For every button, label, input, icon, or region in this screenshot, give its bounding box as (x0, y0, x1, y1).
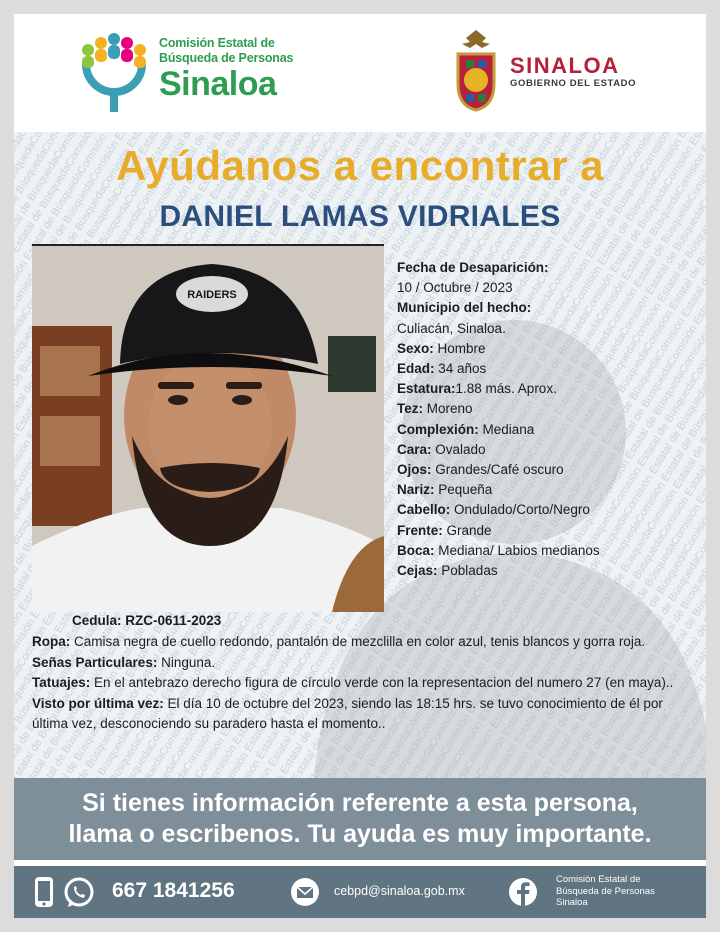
visto-paragraph: Visto por última vez: El día 10 de octubre del 2023, siendo las 18:15 hrs. se tuvo conocimiento de él por última vez, desconociendo su paradero hasta el momento.. (32, 695, 663, 731)
gov-title: SINALOA (510, 53, 620, 78)
footer-org-name: Comisión Estatal de Búsqueda de Personas Sinaloa (556, 874, 655, 908)
cedula-id: Cedula: RZC-0611-2023 (72, 613, 222, 628)
detail-row: Municipio del hecho: (397, 300, 532, 316)
contact-footer (14, 866, 706, 918)
poster-header (14, 14, 706, 132)
tatuajes-paragraph: Tatuajes: En el antebrazo derecho figura de círculo verde con la representacion del numero 27 (en maya).. (32, 675, 674, 690)
contact-email[interactable]: cebpd@sinaloa.gob.mx (334, 884, 465, 898)
detail-row: Cejas: Pobladas (397, 563, 498, 579)
call-line2: llama o escribenos. Tu ayuda es muy importante. (68, 820, 652, 848)
cebp-logo-icon (74, 30, 154, 112)
contact-phone[interactable]: 667 1841256 (112, 879, 235, 902)
detail-row: Complexión: Mediana (397, 421, 535, 437)
detail-row: 10 / Octubre / 2023 (397, 280, 513, 296)
detail-row: Fecha de Desaparición: (397, 260, 549, 275)
poster-headline: Ayúdanos a encontrar a (116, 142, 604, 189)
poster-body (14, 132, 706, 778)
call-line1: Si tienes información referente a esta persona, (82, 789, 638, 817)
description-block (32, 632, 698, 735)
gov-name (510, 54, 636, 89)
call-to-action-band (14, 778, 706, 860)
whatsapp-icon (62, 876, 96, 910)
detail-row: Ojos: Grandes/Café oscuro (397, 462, 564, 478)
email-icon (290, 877, 320, 907)
detail-row: Tez: Moreno (397, 401, 473, 417)
senas-paragraph: Señas Particulares: Ninguna. (32, 654, 216, 670)
detail-row: Cabello: Ondulado/Corto/Negro (397, 502, 590, 518)
person-photo-illustration (32, 246, 384, 612)
cebp-org-name (159, 36, 293, 102)
cebp-org-line2: Búsqueda de Personas (159, 51, 294, 65)
mobile-phone-icon (30, 876, 58, 908)
cebp-org-line1: Comisión Estatal de (159, 36, 275, 50)
ropa-paragraph: Ropa: Camisa negra de cuello redondo, pantalón de mezclilla en color azul, tenis blancos y gorra roja. (32, 634, 646, 649)
detail-row: Frente: Grande (397, 522, 492, 538)
cap-logo-text: RAIDERS (187, 289, 237, 301)
gov-subtitle: GOBIERNO DEL ESTADO (510, 78, 637, 89)
call-to-action-text (32, 788, 688, 850)
detail-row: Sexo: Hombre (397, 340, 486, 356)
sinaloa-seal-icon (452, 28, 500, 112)
missing-person-poster (14, 14, 706, 918)
person-photo (32, 244, 384, 612)
facebook-icon (508, 877, 538, 907)
details-list (397, 258, 697, 581)
detail-row: Culiacán, Sinaloa. (397, 320, 506, 336)
cebp-org-big: Sinaloa (159, 65, 277, 103)
detail-row: Edad: 34 años (397, 361, 487, 377)
detail-row: Cara: Ovalado (397, 441, 486, 457)
detail-row: Nariz: Pequeña (397, 482, 493, 498)
person-name: DANIEL LAMAS VIDRIALES (159, 200, 561, 233)
detail-row: Estatura:1.88 más. Aprox. (397, 381, 557, 397)
detail-row: Boca: Mediana/ Labios medianos (397, 542, 600, 558)
